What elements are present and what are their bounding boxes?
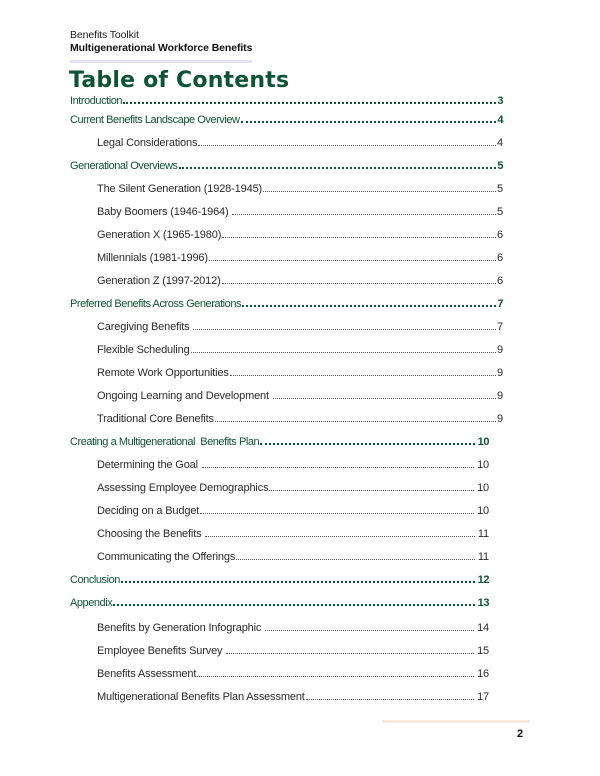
dot-leader [191,351,496,353]
toc-entry-label: Deciding on a Budget [97,505,200,517]
toc-subsection-link[interactable] [97,666,489,682]
toc-subsection-link[interactable] [97,457,489,473]
toc-subsection-link[interactable] [97,388,503,404]
toc-entry-label: Benefits by Generation Infographic [97,622,265,634]
toc-entry-label: Benefits Assessment [97,668,197,680]
toc-entry-label: Determining the Goal [97,459,201,471]
dot-leader [202,466,474,468]
toc-entry-label: Generation Z (1997-2012) [97,275,221,287]
toc-entry-page-number: 4 [497,114,503,126]
toc-entry-label: Assessing Employee Demographics [97,482,269,494]
toc-entry-page-number: 9 [497,413,503,425]
toc-section-link[interactable] [70,158,503,174]
toc-subsection-link[interactable] [97,480,489,496]
toc-subsection-link[interactable] [97,620,489,636]
dot-leader [241,120,497,123]
footer-divider [382,720,530,723]
dot-leader [198,144,496,146]
dot-leader [121,580,475,583]
toc-entry-page-number: 7 [497,321,503,333]
dot-leader [263,190,496,192]
toc-entry-page-number: 10 [477,436,489,448]
toc-entry-page-number: 4 [497,137,503,149]
dot-leader [222,236,496,238]
toc-entry-page-number: 5 [497,206,503,218]
toc-section-link[interactable] [70,434,489,450]
dot-leader [232,213,496,215]
toc-entry-label: Multigenerational Benefits Plan Assessment [97,691,305,703]
dot-leader [260,442,474,445]
dot-leader [269,489,474,491]
toc-entry-label: Appendix [70,597,113,609]
toc-entry-page-number: 3 [497,95,503,107]
dot-leader [306,698,474,700]
dot-leader [215,420,496,422]
toc-entry-label: Generation X (1965-1980) [97,229,222,241]
toc-entry-page-number: 9 [497,390,503,402]
toc-entry-label: Communicating the Offerings [97,551,236,563]
toc-entry-page-number: 16 [477,668,489,680]
toc-entry-page-number: 11 [477,528,489,540]
toc-entry-page-number: 14 [477,622,489,634]
toc-subsection-link[interactable] [97,181,503,197]
toc-entry-page-number: 10 [477,459,489,471]
toc-entry-label: Creating a Multigenerational Benefits Plan [70,436,260,448]
toc-entry-label: Legal Considerations [97,137,198,149]
toc-entry-label: Traditional Core Benefits [97,413,214,425]
toc-entry-page-number: 6 [497,252,503,264]
toc-entry-page-number: 10 [477,505,489,517]
toc-entry-label: Preferred Benefits Across Generations [70,298,242,310]
toc-subsection-link[interactable] [97,250,503,266]
toc-subsection-link[interactable] [97,365,503,381]
dot-leader [197,675,474,677]
running-header [70,29,252,55]
toc-entry-label: Generational Overviews [70,160,178,172]
dot-leader [179,166,497,169]
dot-leader [236,558,475,560]
toc-subsection-link[interactable] [97,227,503,243]
toc-entry-page-number: 6 [497,229,503,241]
dot-leader [273,397,496,399]
toc-entry-label: Millennials (1981-1996) [97,252,208,264]
header-kicker: Benefits Toolkit [70,29,139,41]
toc-entry-label: Conclusion [70,574,120,586]
toc-subsection-link[interactable] [97,503,489,519]
header-divider [70,60,252,63]
toc-subsection-link[interactable] [97,549,489,565]
dot-leader [226,652,474,654]
toc-section-link[interactable] [70,595,489,611]
toc-entry-page-number: 15 [477,645,489,657]
toc-subsection-link[interactable] [97,342,503,358]
dot-leader [205,535,474,537]
toc-entry-label: Flexible Scheduling [97,344,190,356]
toc-entry-page-number: 10 [477,482,489,494]
dot-leader [242,304,496,307]
dot-leader [200,512,474,514]
toc-section-link[interactable] [70,112,503,128]
page-number: 2 [517,728,524,740]
page-title: Table of Contents [69,68,290,93]
toc-entry-page-number: 13 [477,597,489,609]
toc-entry-label: Ongoing Learning and Development [97,390,272,402]
toc-entry-page-number: 5 [497,160,503,172]
toc-subsection-link[interactable] [97,319,503,335]
toc-entry-page-number: 12 [477,574,489,586]
toc-entry-label: Introduction [70,95,123,107]
dot-leader [123,101,496,104]
toc-entry-label: Employee Benefits Survey [97,645,226,657]
toc-subsection-link[interactable] [97,204,503,220]
toc-entry-page-number: 11 [477,551,489,563]
toc-section-link[interactable] [70,296,503,312]
toc-entry-label: Caregiving Benefits [97,321,193,333]
toc-entry-label: Choosing the Benefits [97,528,205,540]
header-title: Multigenerational Workforce Benefits [70,42,253,54]
dot-leader [193,328,496,330]
toc-subsection-link[interactable] [97,411,503,427]
dot-leader [265,629,474,631]
toc-subsection-link[interactable] [97,643,489,659]
toc-entry-page-number: 7 [497,298,503,310]
toc-subsection-link[interactable] [97,135,503,151]
toc-entry-label: Current Benefits Landscape Overview [70,114,240,126]
toc-entry-label: The Silent Generation (1928-1945) [97,183,263,195]
toc-subsection-link[interactable] [97,273,503,289]
dot-leader [222,282,496,284]
toc-entry-page-number: 17 [477,691,489,703]
toc-entry-page-number: 9 [497,344,503,356]
toc-entry-page-number: 6 [497,275,503,287]
toc-subsection-link[interactable] [97,689,489,705]
dot-leader [230,374,496,376]
dot-leader [113,603,474,606]
toc-subsection-link[interactable] [97,526,489,542]
toc-entry-page-number: 5 [497,183,503,195]
toc-entry-label: Baby Boomers (1946-1964) [97,206,232,218]
toc-section-link[interactable] [70,93,503,109]
toc-section-link[interactable] [70,572,489,588]
toc-entry-label: Remote Work Opportunities [97,367,229,379]
toc-entry-page-number: 9 [497,367,503,379]
dot-leader [209,259,496,261]
